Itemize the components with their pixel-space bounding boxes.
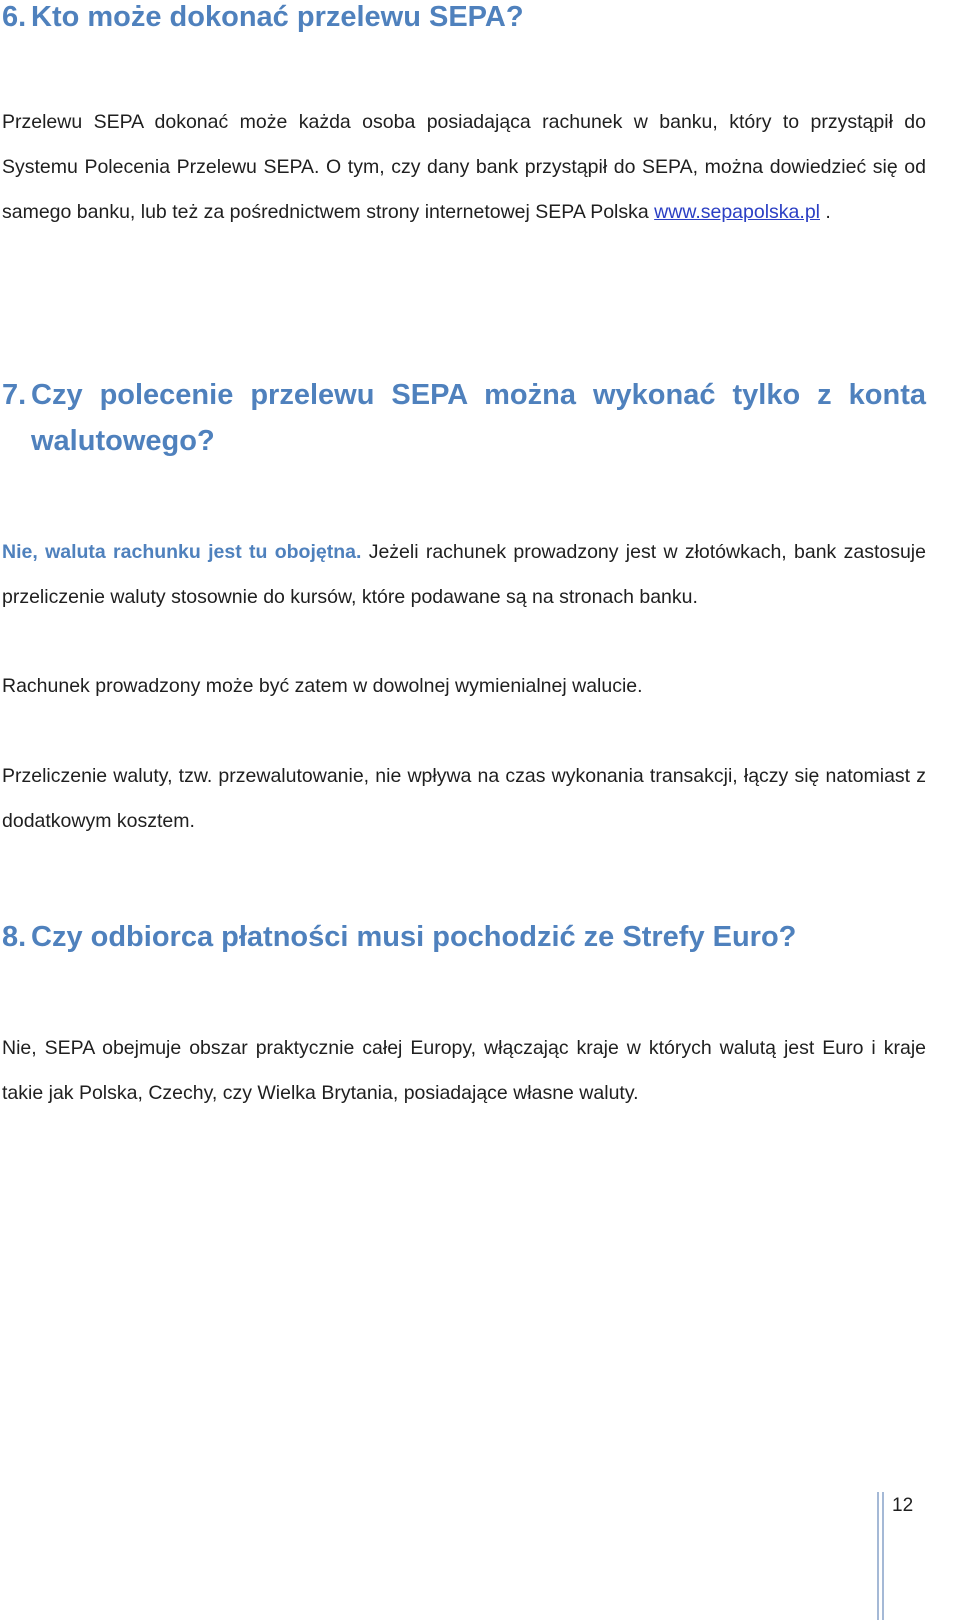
section-7-body <box>2 530 926 620</box>
section-7-body-3 <box>2 754 926 844</box>
section-6-body <box>2 100 926 235</box>
section-7-paragraph-1 <box>2 530 926 620</box>
section-8 <box>2 914 926 960</box>
section-6-heading <box>2 0 926 40</box>
section-7 <box>2 372 926 464</box>
section-6-text-end: . <box>820 201 831 223</box>
section-7-paragraph-3: Przeliczenie waluty, tzw. przewalutowanie, nie wpływa na czas wykonania transakcji, łączy się natomiast z dodatkowym kosztem. <box>2 765 926 832</box>
section-6-text: Przelewu SEPA dokonać może każda osoba posiadająca rachunek w banku, który to przystąpił do Systemu Polecenia Przelewu SEPA. O tym, czy dany bank przystąpił do SEPA, można dowiedzieć się od samego banku, lub też za pośrednictwem strony internetowej SEPA Polska <box>2 111 926 223</box>
section-6 <box>2 0 926 40</box>
section-7-number: 7. <box>2 379 27 411</box>
footer-rule <box>877 1492 884 1620</box>
section-7-body-2 <box>2 664 926 709</box>
section-8-heading <box>2 914 926 960</box>
section-8-body <box>2 1026 926 1116</box>
section-7-lead: Nie, waluta rachunku jest tu obojętna. <box>2 541 362 563</box>
section-7-paragraph-2: Rachunek prowadzony może być zatem w dowolnej wymienialnej walucie. <box>2 675 643 697</box>
sepapolska-link[interactable]: www.sepapolska.pl <box>654 201 820 223</box>
section-8-paragraph: Nie, SEPA obejmuje obszar praktycznie całej Europy, włączając kraje w których walutą jest Euro i kraje takie jak Polska, Czechy, czy Wielka Brytania, posiadające własne waluty. <box>2 1037 926 1104</box>
section-7-lead-rest: Jeżeli rachunek prowadzony jest w złotówkach, bank zastosuje przeliczenie waluty stosownie do kursów, które podawane są na stronach banku. <box>2 541 926 608</box>
section-8-title: Czy odbiorca płatności musi pochodzić ze Strefy Euro? <box>31 921 797 953</box>
page-number: 12 <box>892 1495 914 1516</box>
section-8-number: 8. <box>2 921 27 953</box>
section-6-number: 6. <box>2 1 27 33</box>
section-7-heading <box>2 372 926 464</box>
section-7-title: Czy polecenie przelewu SEPA można wykonać tylko z konta walutowego? <box>31 379 926 457</box>
section-6-paragraph <box>2 100 926 235</box>
section-6-title: Kto może dokonać przelewu SEPA? <box>31 1 524 33</box>
